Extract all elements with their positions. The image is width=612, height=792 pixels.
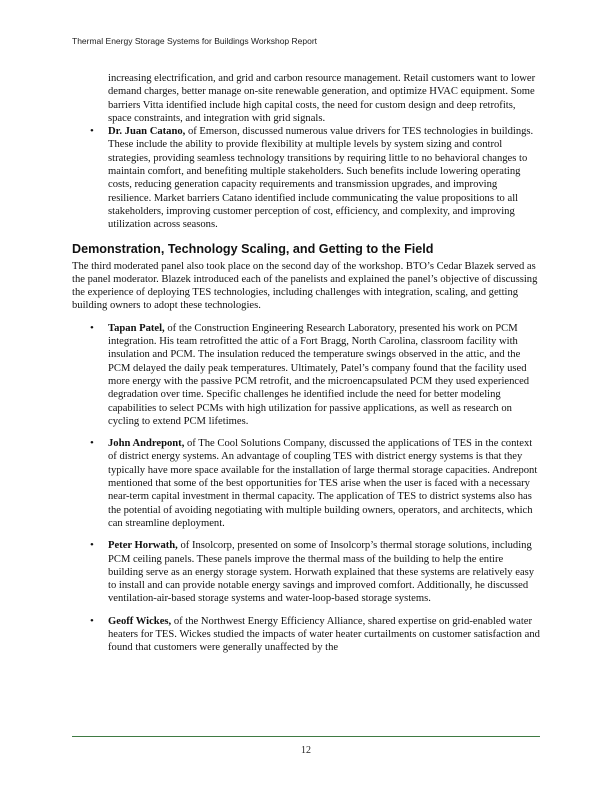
list-item xyxy=(90,321,540,428)
bullet-icon: • xyxy=(90,614,94,627)
page-body xyxy=(72,72,540,664)
bullet-icon: • xyxy=(90,321,94,334)
panelist-description: of The Cool Solutions Company, discussed the applications of TES in the context of district energy systems. An advantage of coupling TES with district energy systems is that they typically have more space available for the installation of large thermal storage capacities. Andrepont mentioned that some of the best opportunities for TES arise when the user is faced with a necessary near-term capital investment in thermal capacity. The application of TES to district systems also has the potential of avoiding negotiating with multiple building owners, operators, and architects, which can streamline deployment. xyxy=(108,438,538,529)
panelist-list-2 xyxy=(72,322,540,655)
list-item xyxy=(90,437,540,530)
bullet-icon: • xyxy=(90,539,94,552)
panelist-description: of Insolcorp, presented on some of Insolcorp’s thermal storage solutions, including PCM ceiling panels. These panels improve the thermal mass of the building to help the entire building serve as an energy storage system. Horwath explained that these systems are relatively easy to install and can provide notable energy savings and improved comfort. Additionally, he discussed ventilation-air-based storage systems and water-loop-based storage systems. xyxy=(108,540,535,605)
panelist-description: of the Northwest Energy Efficiency Alliance, shared expertise on grid-enabled water heaters for TES. Wickes studied the impacts of water heater curtailments on customer satisfaction and found that customers were generally unaffected by the xyxy=(108,615,540,654)
bullet-icon: • xyxy=(90,125,94,138)
list-item xyxy=(90,539,540,605)
panelist-description: of the Construction Engineering Research Laboratory, presented his work on PCM integration. His team retrofitted the attic of a Fort Bragg, North Carolina, classroom facility with insulation and PCM. The insulation reduced the temperature swings observed in the attic, and the PCM delayed the daily peak temperatures. Ultimately, Patel’s company found that the facility used more energy with the passive PCM retrofit, and the microencapsulated PCM they used experienced degradation over time. Specific challenges he identified include the need for better modeling capabilities to select PCMs with high utilization for passive applications, as well as research on cycling to extend PCM lifetimes. xyxy=(108,322,530,427)
section-intro: The third moderated panel also took place on the second day of the workshop. BTO’s Cedar Blazek served as the panel moderator. Blazek introduced each of the panelists and explained the panel’s objective of discussing the experience of deploying TES technologies, including challenges with integration, scaling, and getting building owners to adopt these technologies. xyxy=(72,260,538,312)
panelist-name: Dr. Juan Catano, xyxy=(108,126,186,138)
footer-divider xyxy=(72,736,540,737)
panelist-list-1 xyxy=(72,125,540,231)
running-header: Thermal Energy Storage Systems for Buildings Workshop Report xyxy=(72,36,318,46)
list-item xyxy=(90,614,540,655)
panelist-description: of Emerson, discussed numerous value drivers for TES technologies in buildings. These include the ability to provide flexibility at multiple levels by system sizing and control strategies, providing seamless technology transitions by requiring little to no behavioral changes to maintain comfort, and benefiting multiple stakeholders. Such benefits include lowering operating costs, reducing generation capacity requirements and transmission upgrades, and improving resilience. Market barriers Catano identified include communicating the value propositions to all stakeholders, improving customer perception of cost, efficiency, and complexity, and improving utilization across seasons. xyxy=(108,126,534,231)
bullet-icon: • xyxy=(90,437,94,450)
panelist-name: Tapan Patel, xyxy=(108,322,165,334)
panelist-name: John Andrepont, xyxy=(108,438,185,450)
panelist-name: Peter Horwath, xyxy=(108,540,178,552)
page-number: 12 xyxy=(301,745,311,756)
section-heading: Demonstration, Technology Scaling, and Getting to the Field xyxy=(72,241,434,256)
panelist-name: Geoff Wickes, xyxy=(108,615,172,627)
continued-paragraph: increasing electrification, and grid and carbon resource management. Retail customers want to lower demand charges, better manage on-site renewable generation, and optimize HVAC equipment. Some barriers Vitta identified include high capital costs, the need for custom design and deep retrofits, space constraints, and integration with grid signals. xyxy=(108,73,536,124)
list-item xyxy=(90,125,540,231)
